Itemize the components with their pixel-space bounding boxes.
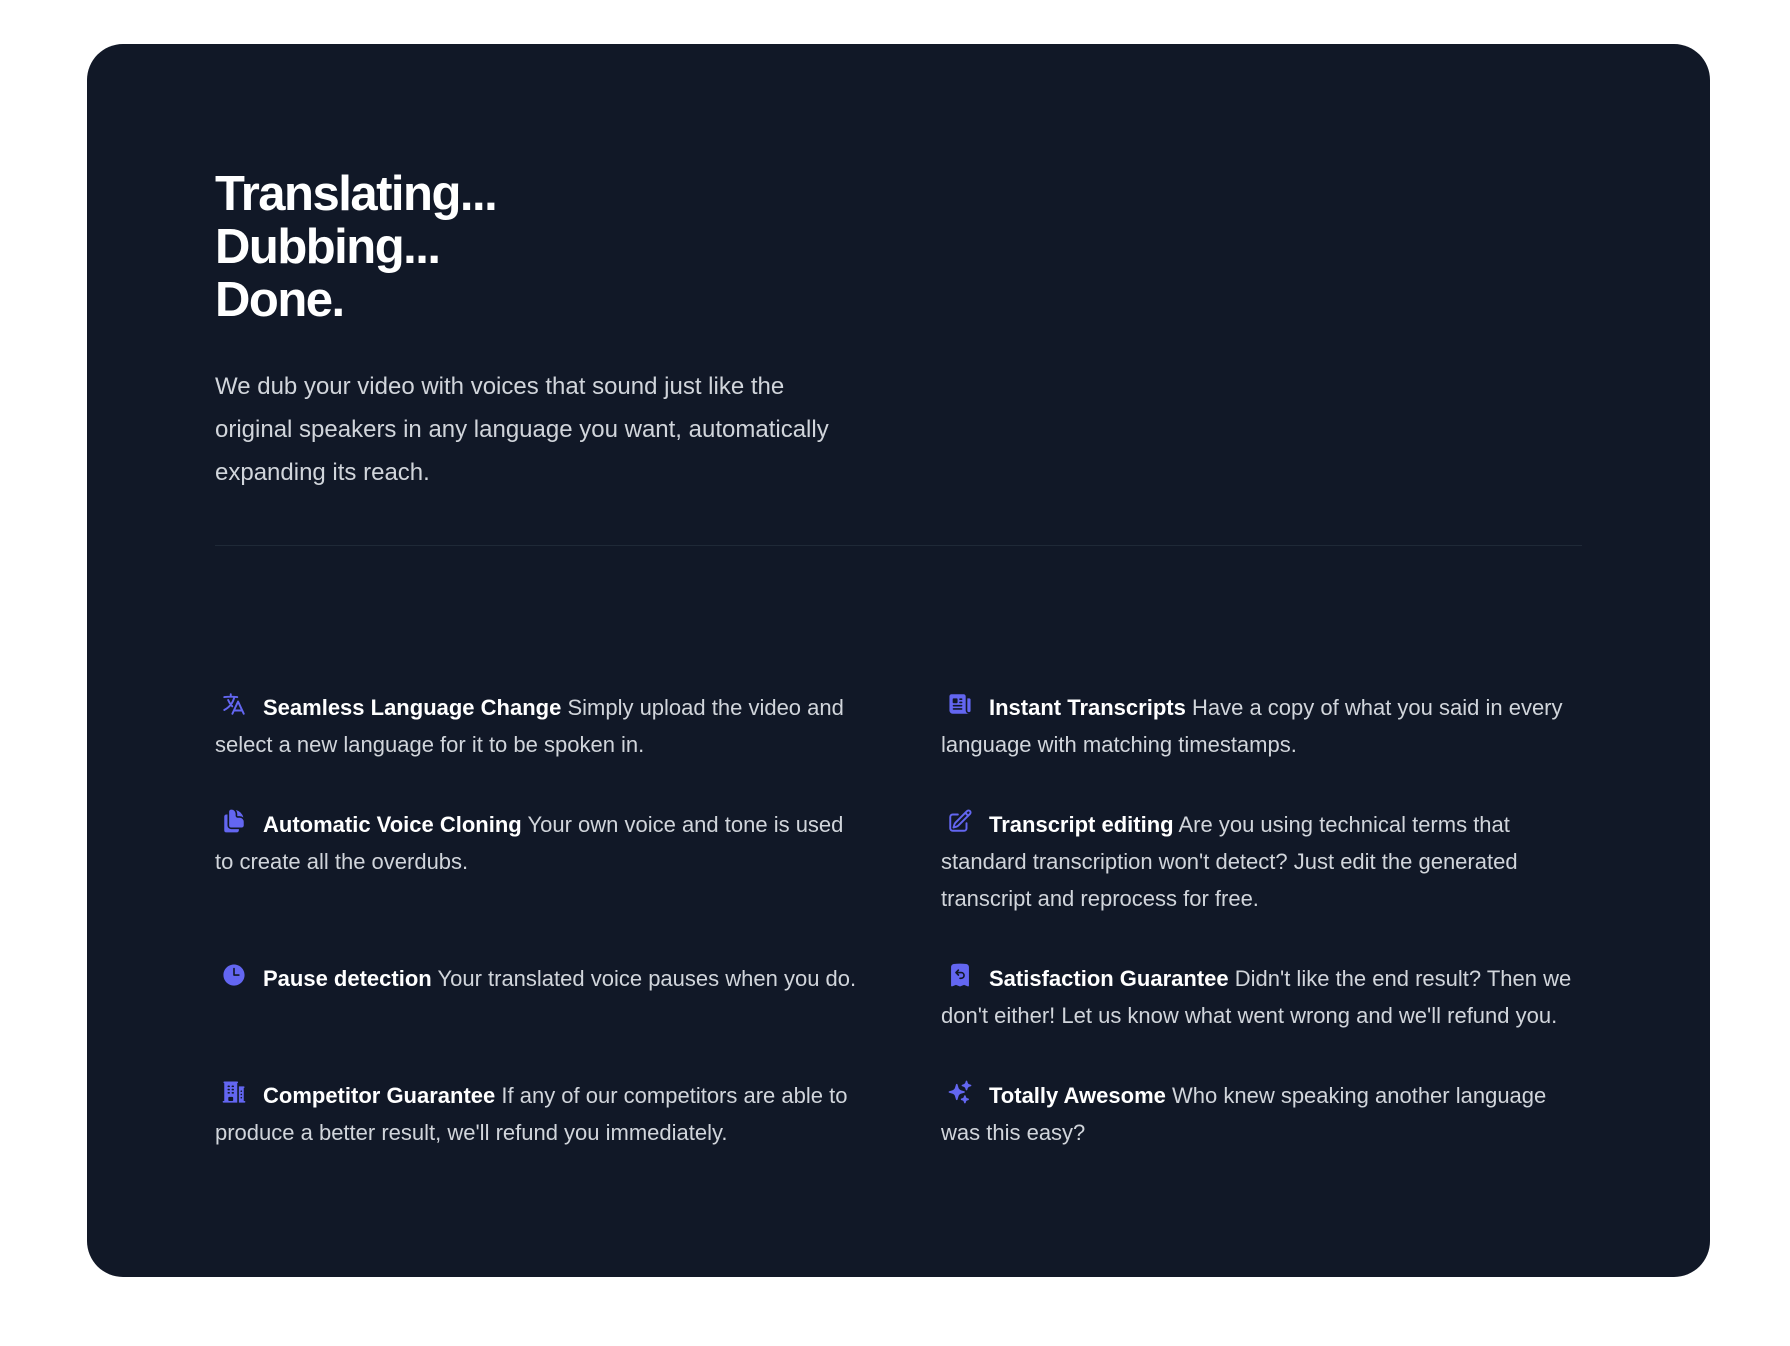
hero-title-line-2: Dubbing... [215, 220, 440, 274]
hero-description: We dub your video with voices that sound just like the original speakers in any language you want, automatically expanding its reach. [215, 373, 829, 486]
receipt-refund-icon [947, 962, 977, 992]
feature-title: Pause detection [263, 966, 432, 991]
feature-pause-detection [215, 960, 865, 997]
language-icon [221, 691, 251, 721]
feature-text: Simply upload the video and select a new language for it to be spoken in. [215, 695, 844, 757]
feature-text: Who knew speaking another language was this easy? [941, 1083, 1547, 1145]
feature-title: Competitor Guarantee [263, 1083, 496, 1108]
feature-title: Instant Transcripts [989, 695, 1186, 720]
feature-text: Didn't like the end result? Then we don't either! Let us know what went wrong and we'll refund you. [941, 966, 1572, 1028]
feature-text: Are you using technical terms that standard transcription won't detect? Just edit the generated transcript and reprocess for free. [941, 812, 1518, 911]
pencil-square-icon [947, 808, 977, 838]
feature-automatic-voice-cloning [215, 806, 865, 880]
feature-transcript-editing [941, 806, 1591, 917]
building-office-icon [221, 1079, 251, 1109]
section-divider [215, 545, 1582, 546]
feature-title: Satisfaction Guarantee [989, 966, 1229, 991]
document-duplicate-icon [221, 808, 251, 838]
newspaper-icon [947, 691, 977, 721]
hero-title [215, 168, 915, 327]
feature-competitor-guarantee [215, 1077, 865, 1151]
sparkles-icon [947, 1079, 977, 1109]
hero-section [215, 168, 915, 518]
feature-satisfaction-guarantee [941, 960, 1591, 1034]
feature-totally-awesome [941, 1077, 1591, 1151]
features-card [87, 44, 1710, 1277]
feature-instant-transcripts [941, 689, 1591, 763]
feature-text: Your translated voice pauses when you do. [437, 966, 857, 991]
hero-title-line-3: Done. [215, 273, 344, 327]
feature-seamless-language-change [215, 689, 865, 763]
feature-title: Totally Awesome [989, 1083, 1166, 1108]
feature-title: Seamless Language Change [263, 695, 562, 720]
hero-title-line-1: Translating... [215, 167, 497, 221]
feature-text: Your own voice and tone is used to create all the overdubs. [215, 812, 844, 874]
clock-icon [221, 962, 251, 992]
feature-text: If any of our competitors are able to produce a better result, we'll refund you immediately. [215, 1083, 848, 1145]
feature-text: Have a copy of what you said in every language with matching timestamps. [941, 695, 1563, 757]
feature-title: Transcript editing [989, 812, 1174, 837]
feature-title: Automatic Voice Cloning [263, 812, 522, 837]
